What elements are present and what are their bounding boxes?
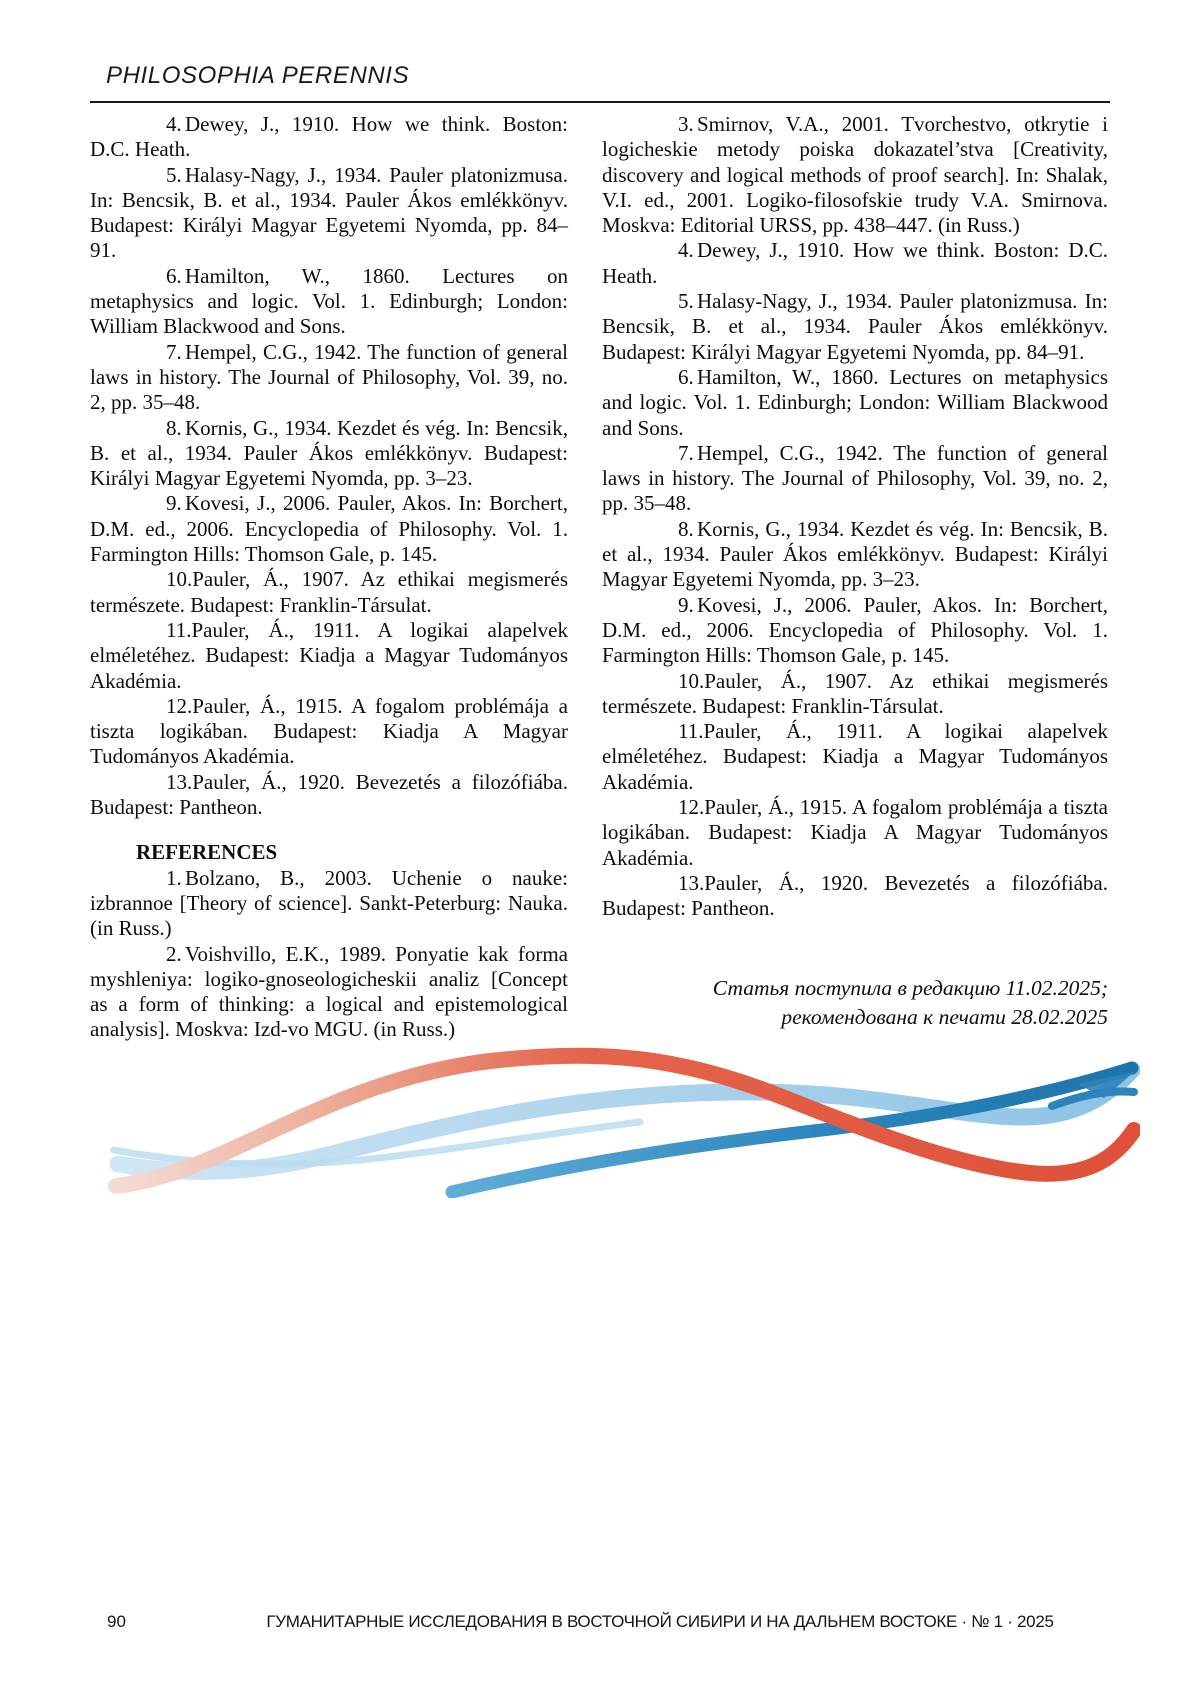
reference-text: Bolzano, B., 2003. Uchenie o nauke: izbrannoe [Theory of science]. Sankt-Peterburg: Nauka. (in Russ.) [90,865,568,941]
reference-number: 6. [166,263,182,288]
reference-text: Kornis, G., 1934. Kezdet és vég. In: Bencsik, B. et al., 1934. Pauler Ákos emlékkönyv. Budapest: Királyi Magyar Egyetemi Nyomda, pp. 3–23. [90,415,568,491]
left-references-top [90,112,568,820]
reference-text: Voishvillo, E.K., 1989. Ponyatie kak forma myshleniya: logiko-gnoseologicheskii analiz [Concept as a form of thinking: a logical and epistemological analysis]. Moskva: Izd-vo MGU. (in Russ.) [90,941,568,1042]
header-rule [90,101,1110,103]
reference-text: Kovesi, J., 2006. Pauler, Akos. In: Borchert, D.M. ed., 2006. Encyclopedia of Philosophy. Vol. 1. Farmington Hills: Thomson Gale, p. 145. [602,592,1108,668]
reference-number: 13. [678,870,705,895]
submission-note-line1: Статья поступила в редакцию 11.02.2025; [712,975,1108,1000]
reference-text: Pauler, Á., 1915. A fogalom problémája a tiszta logikában. Budapest: Kiadja A Magyar Tudományos Akadémia. [602,795,1108,870]
left-column [90,112,568,1043]
reference-text: Smirnov, V.A., 2001. Tvorchestvo, otkrytie i logicheskie metody poiska dokazatel’stva [Creativity, discovery and logical methods of proof search]. In: Shalak, V.I. ed., 2001. Logiko-filosofskie trudy V.A. Smirnova. Moskva: Editorial URSS, pp. 438–447. (in Russ.) [602,112,1108,238]
reference-text: Hempel, C.G., 1942. The function of general laws in history. The Journal of Philosophy, Vol. 39, no. 2, pp. 35–48. [602,440,1108,516]
reference-item [602,289,1108,365]
reference-item [90,694,568,770]
reference-number: 11. [166,617,192,642]
reference-item [90,866,568,942]
reference-number: 1. [166,865,182,890]
reference-item [90,416,568,492]
reference-item [602,719,1108,795]
reference-number: 9. [166,491,182,516]
page-footer [90,1610,1110,1634]
reference-text: Kornis, G., 1934. Kezdet és vég. In: Bencsik, B. et al., 1934. Pauler Ákos emlékkönyv. Budapest: Királyi Magyar Egyetemi Nyomda, pp. 3–23. [602,516,1108,592]
reference-number: 12. [166,693,193,718]
references-heading: REFERENCES [136,840,278,865]
reference-item [602,593,1108,669]
reference-number: 7. [678,440,694,465]
reference-text: Pauler, Á., 1907. Az ethikai megismerés természete. Budapest: Franklin-Társulat. [90,567,568,617]
reference-item [90,491,568,567]
reference-text: Halasy-Nagy, J., 1934. Pauler platonizmusa. In: Bencsik, B. et al., 1934. Pauler Ákos emlékkönyv. Budapest: Királyi Magyar Egyetemi Nyomda, pp. 84–91. [602,289,1108,364]
reference-item [602,441,1108,517]
reference-number: 4. [166,112,182,136]
reference-number: 10. [166,567,193,592]
reference-number: 6. [678,364,694,389]
submission-note [602,974,1108,1032]
reference-number: 13. [166,769,193,794]
reference-text: Halasy-Nagy, J., 1934. Pauler platonizmusa. In: Bencsik, B. et al., 1934. Pauler Ákos emlékkönyv. Budapest: Királyi Magyar Egyetemi Nyomda, pp. 84–91. [90,162,568,263]
reference-item [90,163,568,264]
reference-item [602,669,1108,720]
reference-number: 9. [678,592,694,617]
reference-item [90,770,568,821]
reference-item [90,264,568,340]
submission-note-line2: рекомендована к печати 28.02.2025 [781,1004,1108,1029]
reference-number: 8. [166,415,182,440]
reference-item [602,365,1108,441]
reference-number: 12. [678,795,705,820]
reference-text: Pauler, Á., 1911. A logikai alapelvek elméletéhez. Budapest: Kiadja a Magyar Tudományos Akadémia. [90,617,568,693]
reference-number: 5. [678,289,694,314]
reference-item [602,871,1108,922]
reference-text: Hamilton, W., 1860. Lectures on metaphysics and logic. Vol. 1. Edinburgh; London: William Blackwood and Sons. [90,263,568,339]
reference-text: Kovesi, J., 2006. Pauler, Akos. In: Borchert, D.M. ed., 2006. Encyclopedia of Philosophy. Vol. 1. Farmington Hills: Thomson Gale, p. 145. [90,491,568,567]
reference-number: 5. [166,162,182,187]
reference-item [90,112,568,163]
reference-number: 2. [166,941,182,966]
reference-number: 10. [678,668,705,693]
reference-number: 7. [166,339,182,364]
right-column [602,112,1108,1032]
reference-item [602,795,1108,871]
footer-journal-line: ГУМАНИТАРНЫЕ ИССЛЕДОВАНИЯ В ВОСТОЧНОЙ СИБИРИ И НА ДАЛЬНЕМ ВОСТОКЕ · № 1 · 2025 [266,1612,1054,1631]
reference-item [602,517,1108,593]
reference-item [602,112,1108,238]
reference-text: Pauler, Á., 1920. Bevezetés a filozófiába. Budapest: Pantheon. [602,870,1108,921]
reference-item [90,340,568,416]
reference-item [602,238,1108,289]
reference-text: Pauler, Á., 1920. Bevezetés a filozófiába. Budapest: Pantheon. [90,769,568,820]
reference-text: Pauler, Á., 1911. A logikai alapelvek elméletéhez. Budapest: Kiadja a Magyar Tudományos Akadémia. [602,719,1108,794]
reference-item [90,942,568,1043]
reference-text: Pauler, Á., 1915. A fogalom problémája a tiszta logikában. Budapest: Kiadja A Magyar Tudományos Akadémia. [90,693,568,769]
reference-text: Hamilton, W., 1860. Lectures on metaphysics and logic. Vol. 1. Edinburgh; London: William Blackwood and Sons. [602,364,1108,440]
reference-number: 4. [678,238,694,263]
left-references-list [90,866,568,1043]
reference-text: Dewey, J., 1910. How we think. Boston: D.C. Heath. [90,112,568,162]
reference-text: Hempel, C.G., 1942. The function of general laws in history. The Journal of Philosophy, Vol. 39, no. 2, pp. 35–48. [90,339,568,415]
right-references-list [602,112,1108,922]
reference-number: 11. [678,719,704,744]
running-head: PHILOSOPHIA PERENNIS [106,62,410,89]
reference-text: Pauler, Á., 1907. Az ethikai megismerés természete. Budapest: Franklin-Társulat. [602,668,1108,718]
reference-text: Dewey, J., 1910. How we think. Boston: D.C. Heath. [602,238,1108,288]
reference-number: 8. [678,516,694,541]
page-number: 90 [107,1612,126,1631]
reference-number: 3. [678,112,694,136]
reference-item [90,567,568,618]
reference-item [90,618,568,694]
wave-decoration [100,1044,1140,1198]
